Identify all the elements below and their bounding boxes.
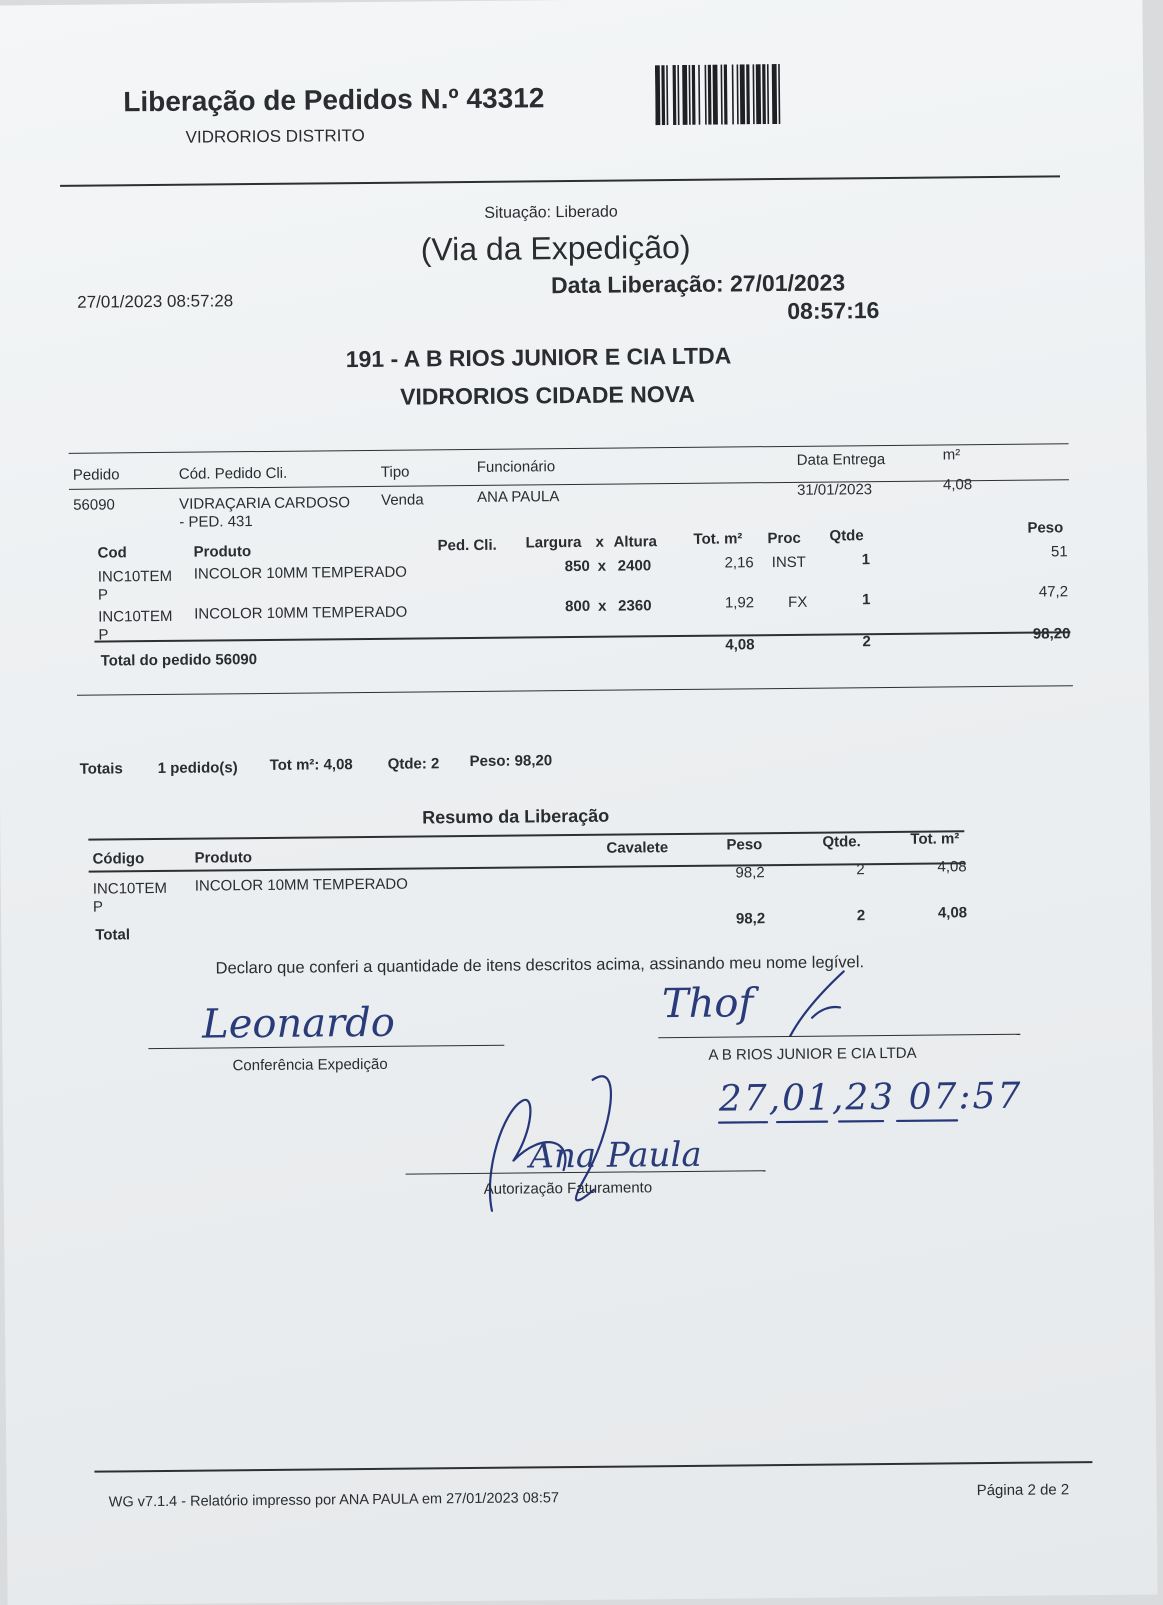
barcode-bar [692,65,696,125]
footer-left: WG v7.1.4 - Relatório impresso por ANA PAULA em 27/01/2023 08:57 [108,1490,560,1511]
item-2-cod-2: P [98,626,109,644]
table-top-rule [69,443,1069,454]
item-1-largura: 850 [564,557,590,576]
item-col-x: x [595,533,604,551]
item-col-produto: Produto [193,543,252,561]
item-col-peso: Peso [1027,519,1064,537]
barcode-bar [713,65,718,125]
resumo-peso: 98,2 [735,864,765,882]
resumo-col-cavalete: Cavalete [606,839,669,857]
order-total-label: Total do pedido 56090 [100,651,258,670]
item-2-cod-1: INC10TEM [98,607,173,626]
item-1-qtde: 1 [861,551,871,569]
barcode-bar [753,64,755,124]
barcode-bar [677,65,679,125]
company-name: VIDRORIOS DISTRITO [185,125,365,147]
col-funcionario: Funcionário [476,458,556,476]
order-m2: 4,08 [942,476,973,494]
handwritten-date-underline [717,1114,997,1129]
barcode-bar [666,65,668,125]
divider [60,175,1060,187]
col-data-entrega: Data Entrega [796,451,886,469]
signature-left: Leonardo [201,999,396,1048]
document-title: Liberação de Pedidos N.º 43312 [123,82,545,118]
resumo-col-produto: Produto [194,849,253,867]
barcode-bar [673,65,677,125]
barcode-bar [721,65,723,125]
totais-m2: Tot m²: 4,08 [269,756,353,774]
signature-bottom-label: Autorização Faturamento [483,1179,653,1198]
barcode-bar [732,64,734,124]
resumo-col-codigo: Código [92,850,145,868]
signature-bottom: Ana Paula [529,1134,702,1177]
barcode-bar [762,64,766,124]
resumo-qtde: 2 [856,861,865,879]
item-col-cod: Cod [97,544,127,562]
barcode-bar [740,64,745,124]
item-2-qtde: 1 [862,591,871,609]
handwritten-date: 27,01,23 07:57 [718,1075,1023,1120]
totais-qtde: Qtde: 2 [387,755,440,773]
item-1-peso: 51 [1050,543,1068,561]
order-total-rule [94,631,1070,642]
signature-right: Thof [661,980,754,1028]
item-2-largura: 800 [565,597,591,616]
col-pedido: Pedido [72,466,120,484]
item-col-largura: Largura [525,533,582,552]
data-liberacao-time: 08:57:16 [787,297,880,324]
order-cod-cli-2: - PED. 431 [179,513,253,531]
item-2-x: x [598,597,607,615]
resumo-produto: INCOLOR 10MM TEMPERADO [194,875,408,895]
resumo-total-peso: 98,2 [735,910,766,928]
barcode-bar [682,65,687,125]
item-col-altura: Altura [613,533,657,551]
barcode-bar [746,64,750,124]
item-col-qtde: Qtde [829,527,864,545]
order-funcionario: ANA PAULA [477,488,560,506]
resumo-col-tot-m2: Tot. m² [910,830,960,848]
item-1-altura: 2400 [617,557,652,575]
totais-label: Totais [79,760,123,778]
footer-rule [94,1461,1092,1473]
item-1-tot-m2: 2,16 [724,554,754,572]
print-datetime: 27/01/2023 08:57:28 [77,291,234,312]
signature-left-label: Conferência Expedição [232,1055,388,1075]
item-1-x: x [597,557,607,575]
resumo-tot-m2: 4,08 [937,858,967,876]
situacao-text: Situação: Liberado [484,203,618,222]
via-title: (Via da Expedição) [420,228,691,268]
resumo-total-qtde: 2 [856,907,866,925]
col-cod-pedido-cli: Cód. Pedido Cli. [178,464,288,483]
signature-right-stroke [782,965,853,1042]
totais-peso: Peso: 98,20 [469,752,553,771]
resumo-title: Resumo da Liberação [422,805,610,828]
barcode-bar [778,64,780,124]
barcode-bar [698,65,700,125]
client-line-1: 191 - A B RIOS JUNIOR E CIA LTDA [345,342,732,373]
barcode-bar [689,65,691,125]
barcode-bar [772,64,777,124]
barcode-bar [767,64,769,124]
resumo-codigo-1: INC10TEM [92,879,168,898]
barcode-bar [705,65,707,125]
data-liberacao: Data Liberação: 27/01/2023 [550,269,846,299]
barcode-bar [655,65,660,125]
resumo-col-qtde: Qtde. [822,833,861,851]
order-pedido: 56090 [73,496,115,514]
barcode [655,63,834,125]
item-1-cod-2: P [97,586,109,604]
order-bottom-rule [77,685,1073,696]
order-total-qtde: 2 [862,633,871,651]
item-2-altura: 2360 [618,597,652,615]
item-2-proc: FX [788,593,808,611]
item-2-tot-m2: 1,92 [724,594,755,612]
resumo-total-tot-m2: 4,08 [937,904,968,922]
order-total-peso: 98,20 [1032,625,1071,643]
client-line-2: VIDRORIOS CIDADE NOVA [399,380,696,410]
item-1-cod-1: INC10TEM [97,567,173,586]
resumo-codigo-2: P [92,898,104,916]
totais-pedidos: 1 pedido(s) [157,759,238,778]
order-total-m2: 4,08 [725,636,755,654]
col-tipo: Tipo [380,463,410,481]
footer-page: Página 2 de 2 [976,1481,1070,1500]
item-2-peso: 47,2 [1038,583,1069,601]
barcode-bar [661,65,665,125]
resumo-total-label: Total [95,926,131,944]
barcode-bar [708,65,712,125]
order-data-entrega: 31/01/2023 [796,481,873,499]
item-1-produto: INCOLOR 10MM TEMPERADO [193,563,407,583]
item-2-produto: INCOLOR 10MM TEMPERADO [194,603,408,623]
item-col-ped-cli: Ped. Cli. [437,536,497,555]
resumo-col-peso: Peso [726,836,763,854]
col-m2: m² [942,446,961,464]
order-tipo: Venda [381,491,424,509]
declaration-text: Declaro que conferi a quantidade de itens descritos acima, assinando meu nome legível. [215,953,865,978]
barcode-bar [756,64,761,124]
barcode-bar [737,64,739,124]
item-1-proc: INST [771,553,806,572]
item-col-proc: Proc [767,529,801,548]
item-col-tot-m2: Tot. m² [693,530,743,548]
order-cod-cli-1: VIDRAÇARIA CARDOSO [179,494,351,513]
barcode-bar [724,65,728,125]
signature-right-label: A B RIOS JUNIOR E CIA LTDA [708,1044,917,1064]
